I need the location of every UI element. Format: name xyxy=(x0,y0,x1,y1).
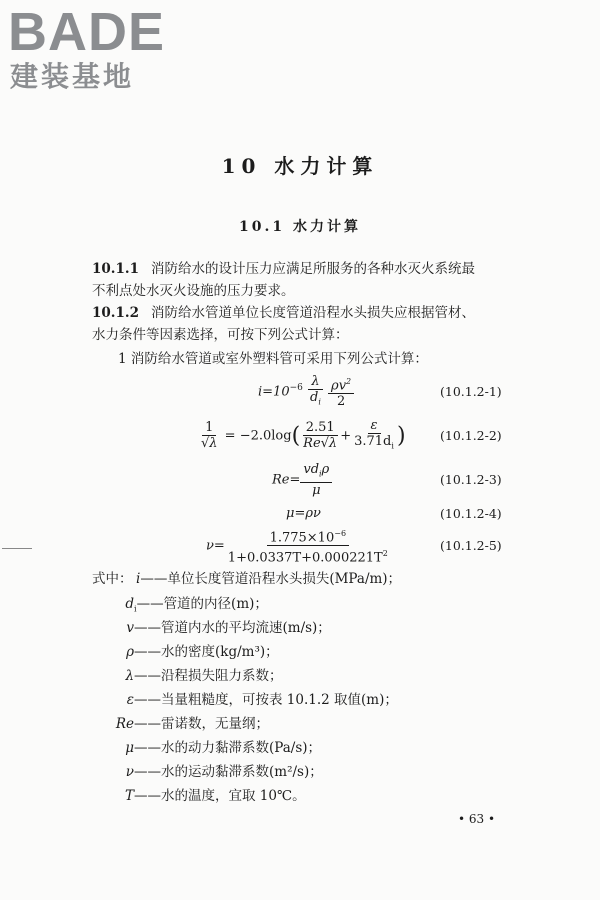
eq-frac-a xyxy=(300,420,340,451)
equation-10-1-2-5 xyxy=(206,526,391,566)
equation-number-3: (10.1.2-3) xyxy=(440,472,502,487)
eq-den: μ xyxy=(312,482,321,498)
clause-text: 消防给水管道单位长度管道沿程水头损失应根据管材、 xyxy=(150,305,475,321)
eq-den: √λ xyxy=(201,436,218,452)
eq-num: ε xyxy=(368,418,381,434)
equation-number-4: (10.1.2-4) xyxy=(440,506,502,521)
definition-text: ——沿程损失阻力系数； xyxy=(134,668,283,684)
eq-lhs: ν= xyxy=(206,538,225,554)
eq-den-var: 3.71d xyxy=(354,434,392,449)
eq-frac-lhs xyxy=(198,420,221,451)
definition-symbol: i xyxy=(136,571,141,587)
eq-sub: i xyxy=(319,469,322,479)
section-title: 10.1 水力计算 xyxy=(239,219,361,235)
equation-number-5: (10.1.2-5) xyxy=(440,538,502,553)
eq-plus: + xyxy=(340,428,352,444)
page-number: • 63 • xyxy=(458,812,496,826)
definition-text: ——水的运动黏滞系数(m²/s)； xyxy=(134,764,323,780)
eq-sub: i xyxy=(318,397,321,407)
definition-symbol: ν xyxy=(125,764,134,780)
definition-text: ——水的动力黏滞系数(Pa/s)； xyxy=(134,740,322,756)
eq-num: λ xyxy=(308,374,322,390)
definition-symbol: ε xyxy=(126,692,134,708)
equation-10-1-2-2 xyxy=(198,418,406,454)
eq-num xyxy=(328,374,354,394)
logo-subtitle: 建装基地 xyxy=(10,60,135,93)
clause-text: 消防给水的设计压力应满足所服务的各种水灭火系统最 xyxy=(150,261,475,277)
definition-text: ——雷诺数，无量纲； xyxy=(134,716,269,732)
eq-lhs: i=10 xyxy=(258,384,290,400)
where-label: 式中： xyxy=(92,571,133,587)
eq-num-var: vd xyxy=(303,462,320,477)
eq-num: 2.51 xyxy=(303,420,338,436)
definition-text: ——管道的内径(m)； xyxy=(136,596,268,612)
eq-num: 1 xyxy=(202,420,216,436)
definition-symbol: d xyxy=(125,596,134,612)
definition-subscript: i xyxy=(134,604,137,614)
eq-frac-2 xyxy=(328,374,354,409)
definition-text: ——水的温度，宜取 10℃。 xyxy=(134,788,306,804)
eq-sup: 2 xyxy=(382,549,388,559)
clause-10-1-1-line2: 不利点处水灭火设施的压力要求。 xyxy=(92,283,295,299)
clause-10-1-2-line1 xyxy=(92,302,475,324)
eq-num xyxy=(300,462,332,483)
eq-den: Re√λ xyxy=(303,436,338,452)
eq-frac-1 xyxy=(307,374,324,410)
paren-close: ) xyxy=(396,423,406,449)
definition-item xyxy=(136,568,401,596)
eq-exp: −6 xyxy=(289,382,303,393)
definition-symbol: v xyxy=(126,620,134,636)
eq-num-var: ρv xyxy=(331,378,347,394)
definition-symbol: ρ xyxy=(126,644,134,660)
paren-open: ( xyxy=(291,423,301,449)
margin-mark xyxy=(2,548,32,549)
eq-num-text: 1.775×10 xyxy=(269,530,335,546)
eq-den xyxy=(351,434,397,454)
equation-10-1-2-1 xyxy=(258,374,354,410)
definition-symbol: T xyxy=(124,788,134,804)
eq-sub: i xyxy=(391,441,394,451)
clause-10-1-1-line1 xyxy=(92,258,475,280)
definition-item xyxy=(100,785,306,813)
definition-text: ——水的密度(kg/m³)； xyxy=(134,644,279,660)
eq-num xyxy=(267,526,349,546)
eq-den xyxy=(225,546,391,565)
eq-den: 2 xyxy=(336,394,346,410)
definition-text: ——当量粗糙度，可按表 10.1.2 取值(m)； xyxy=(134,692,398,708)
eq-den-text: 1+0.0337T+0.000221T xyxy=(227,550,383,566)
definition-text: ——管道内水的平均流速(m/s)； xyxy=(134,620,331,636)
definition-text: ——单位长度管道沿程水头损失(MPa/m)； xyxy=(140,571,402,587)
clause-number: 10.1.2 xyxy=(92,305,139,321)
chapter-title: 10 水力计算 xyxy=(221,154,379,178)
definition-symbol: Re xyxy=(115,716,134,732)
definition-symbol: λ xyxy=(125,668,134,684)
eq-frac xyxy=(300,462,332,498)
eq-frac-b xyxy=(351,418,397,454)
clause-number: 10.1.1 xyxy=(92,261,139,277)
eq-lhs: Re= xyxy=(272,472,301,488)
logo-wordmark: BADE xyxy=(8,2,166,62)
eq-sup: 2 xyxy=(346,377,352,387)
equation-number-1: (10.1.2-1) xyxy=(440,384,502,399)
eq-num-tail: ρ xyxy=(321,462,330,477)
item-1: 1 消防给水管道或室外塑料管可采用下列公式计算： xyxy=(118,351,428,367)
eq-mid: = −2.0log xyxy=(224,428,292,444)
definition-symbol: μ xyxy=(125,740,134,756)
eq-den-var: d xyxy=(310,390,319,405)
eq-frac xyxy=(225,526,391,566)
equation-10-1-2-4: μ=ρν xyxy=(286,506,321,521)
clause-10-1-2-line2: 水力条件等因素选择，可按下列公式计算： xyxy=(92,327,349,343)
equation-number-2: (10.1.2-2) xyxy=(440,428,502,443)
eq-sup: −6 xyxy=(334,529,347,538)
eq-den xyxy=(307,390,324,410)
equation-10-1-2-3 xyxy=(272,462,332,498)
